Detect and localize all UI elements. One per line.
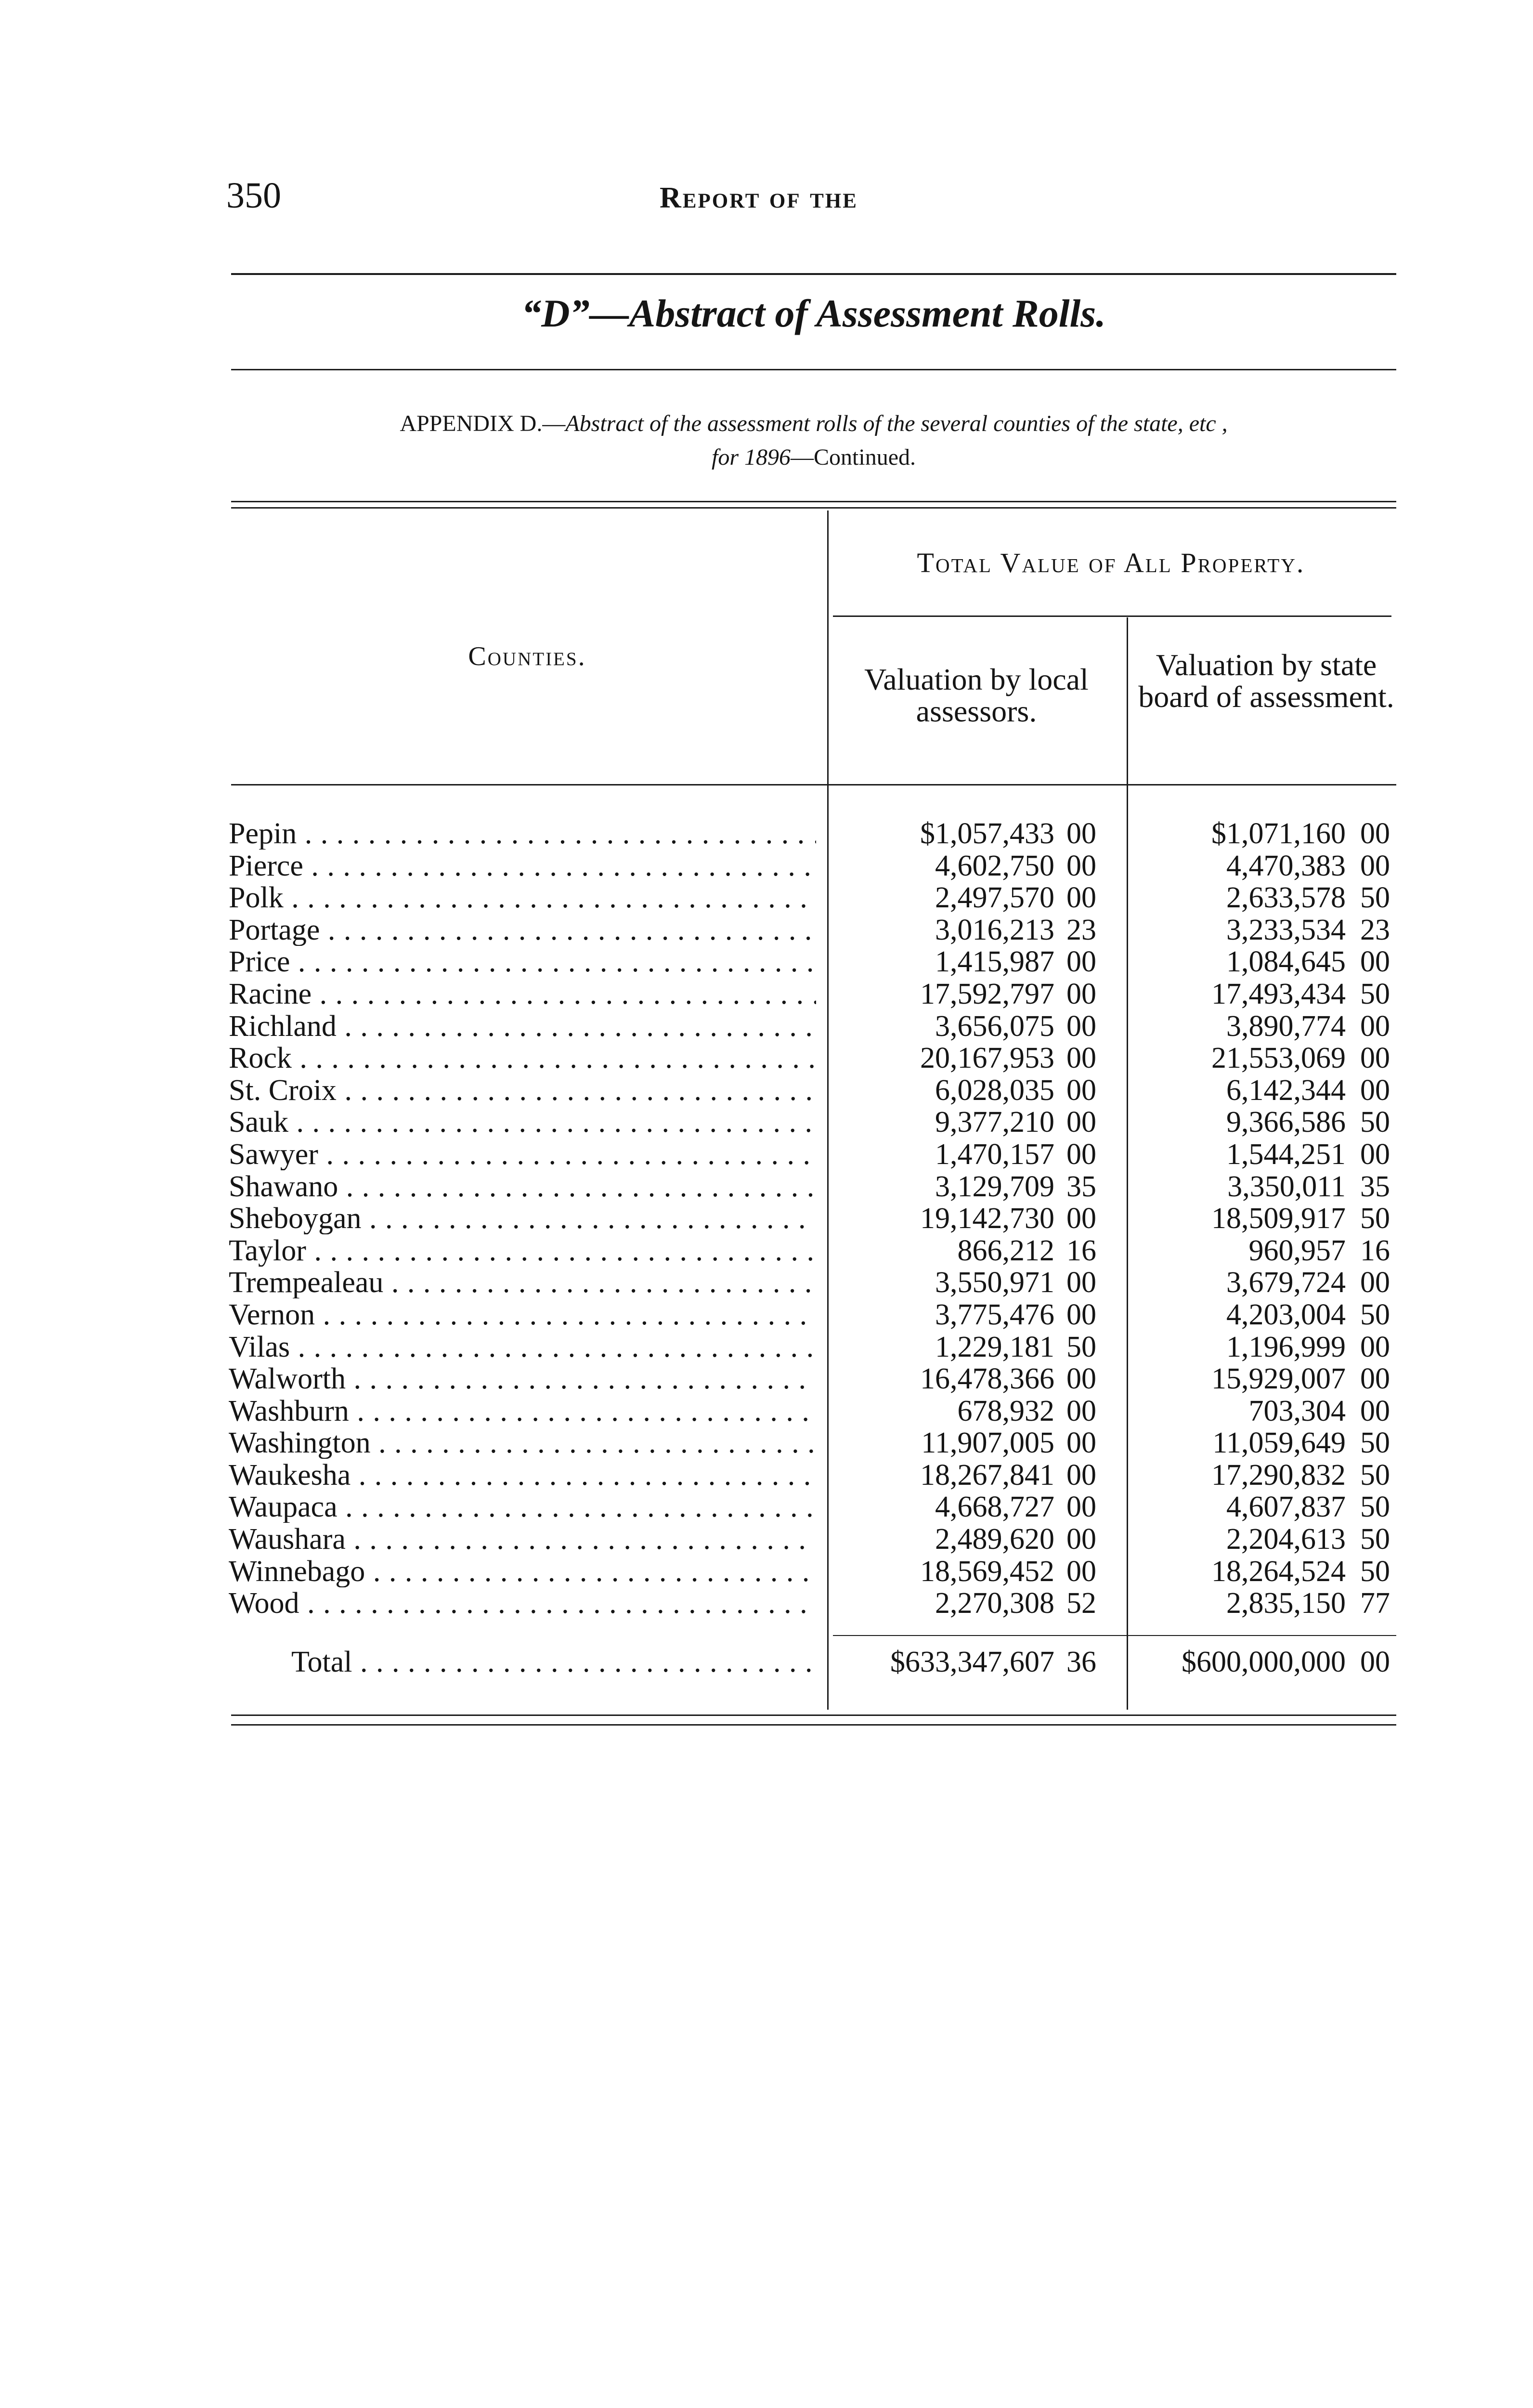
state-valuation-cents: 50 (1360, 1555, 1390, 1588)
state-valuation-cents: 00 (1360, 1266, 1390, 1299)
table-row (229, 1587, 1403, 1620)
county-name: Waushara . . . (229, 1523, 816, 1555)
local-valuation: 18,267,841 (920, 1458, 1054, 1492)
table-row (229, 1427, 1403, 1459)
header-rule (231, 784, 1396, 785)
local-valuation-cents: 00 (1066, 849, 1096, 882)
county-name: St. Croix . . . (229, 1074, 816, 1106)
total-state-cents: 00 (1360, 1646, 1390, 1678)
state-valuation-cents: 00 (1360, 849, 1390, 882)
state-valuation: 9,366,586 (1226, 1106, 1346, 1139)
table-row (229, 914, 1403, 946)
local-valuation: 17,592,797 (920, 977, 1054, 1010)
total-state-value: $600,000,000 (1182, 1646, 1346, 1678)
table-row (229, 1395, 1403, 1427)
local-valuation-cents: 00 (1066, 1202, 1096, 1235)
state-valuation-cents: 50 (1360, 1298, 1390, 1331)
county-name: Pepin . . . (229, 818, 816, 850)
state-valuation: 6,142,344 (1226, 1073, 1346, 1107)
header-total-value: Total Value of All Property. (917, 547, 1305, 578)
county-name: Portage . . . (229, 914, 816, 946)
state-valuation: 2,204,613 (1226, 1523, 1346, 1556)
state-valuation-cents: 77 (1360, 1587, 1390, 1620)
state-valuation-cents: 50 (1360, 1106, 1390, 1139)
state-valuation-cents: 23 (1360, 913, 1390, 946)
local-valuation-cents: 50 (1066, 1330, 1096, 1363)
state-valuation: 21,553,069 (1211, 1042, 1346, 1075)
county-name: Sawyer . . . (229, 1139, 816, 1170)
state-valuation-cents: 00 (1360, 817, 1390, 850)
state-valuation: 2,835,150 (1226, 1587, 1346, 1620)
table-row (229, 1042, 1403, 1074)
table-row (229, 946, 1403, 978)
local-valuation-cents: 00 (1066, 1555, 1096, 1588)
table-row (229, 1106, 1403, 1139)
county-name: Taylor . . . (229, 1235, 816, 1267)
county-name: Winnebago . . . (229, 1556, 816, 1587)
table-rule-top-1 (231, 501, 1396, 502)
local-valuation-cents: 00 (1066, 817, 1096, 850)
page-number: 350 (226, 175, 281, 216)
local-valuation-cents: 52 (1066, 1587, 1096, 1620)
local-valuation: 3,656,075 (935, 1009, 1054, 1043)
state-valuation: 17,290,832 (1211, 1458, 1346, 1492)
state-valuation-cents: 35 (1360, 1170, 1390, 1203)
state-valuation: 15,929,007 (1211, 1362, 1346, 1396)
local-valuation: 3,775,476 (935, 1298, 1054, 1331)
county-name: Price . . . (229, 946, 816, 978)
table-row (229, 1074, 1403, 1107)
local-valuation-cents: 00 (1066, 1426, 1096, 1460)
local-valuation: 1,229,181 (935, 1330, 1054, 1363)
state-valuation: 703,304 (1248, 1394, 1346, 1427)
local-valuation-cents: 00 (1066, 945, 1096, 979)
local-valuation: 1,415,987 (935, 945, 1054, 979)
local-valuation: 20,167,953 (920, 1042, 1054, 1075)
local-valuation: 4,602,750 (935, 849, 1054, 882)
table-rule-bottom-1 (231, 1714, 1396, 1716)
local-valuation-cents: 00 (1066, 1073, 1096, 1107)
total-local-value: $633,347,607 (890, 1646, 1054, 1678)
total-row (229, 1646, 1403, 1680)
local-valuation-cents: 16 (1066, 1234, 1096, 1267)
state-valuation-cents: 50 (1360, 1202, 1390, 1235)
local-valuation: 3,550,971 (935, 1266, 1054, 1299)
county-name: Trempealeau . . . (229, 1267, 816, 1298)
local-valuation: 4,668,727 (935, 1491, 1054, 1524)
table-row (229, 1459, 1403, 1492)
local-valuation-cents: 00 (1066, 1298, 1096, 1331)
county-name: Racine . . . (229, 978, 816, 1010)
local-valuation: 2,489,620 (935, 1523, 1054, 1556)
state-valuation-cents: 16 (1360, 1234, 1390, 1267)
state-valuation: 1,196,999 (1226, 1330, 1346, 1363)
document-title: “D”—Abstract of Assessment Rolls. (521, 291, 1106, 335)
state-valuation: 2,633,578 (1226, 881, 1346, 915)
state-valuation-cents: 50 (1360, 1426, 1390, 1460)
table-row (229, 1491, 1403, 1523)
header-state-board: Valuation by state board of assessment. (1138, 648, 1394, 714)
table-row (229, 1267, 1403, 1299)
local-valuation-cents: 00 (1066, 1009, 1096, 1043)
table-row (229, 1235, 1403, 1267)
rule-under-title (231, 369, 1396, 370)
table-row (229, 850, 1403, 882)
table-row (229, 1299, 1403, 1331)
county-name: Washington . . . (229, 1427, 816, 1459)
state-valuation-cents: 50 (1360, 1491, 1390, 1524)
state-valuation: 4,607,837 (1226, 1491, 1346, 1524)
county-name: Shawano . . . (229, 1171, 816, 1203)
total-local-cents: 36 (1066, 1646, 1096, 1678)
state-valuation-cents: 50 (1360, 881, 1390, 915)
county-name: Waupaca . . . (229, 1491, 816, 1523)
state-valuation: 3,233,534 (1226, 913, 1346, 946)
county-name: Rock . . . (229, 1042, 816, 1074)
table-rule-bottom-2 (231, 1724, 1396, 1726)
table-row (229, 1139, 1403, 1171)
local-valuation-cents: 00 (1066, 1042, 1096, 1075)
county-name: Polk . . . (229, 882, 816, 914)
state-valuation: 1,084,645 (1226, 945, 1346, 979)
state-valuation: 3,679,724 (1226, 1266, 1346, 1299)
state-valuation: 4,203,004 (1226, 1298, 1346, 1331)
local-valuation-cents: 00 (1066, 1523, 1096, 1556)
local-valuation: 866,212 (957, 1234, 1054, 1267)
local-valuation-cents: 00 (1066, 1106, 1096, 1139)
local-valuation: 16,478,366 (920, 1362, 1054, 1396)
header-group-rule (833, 615, 1391, 617)
county-name: Pierce . . . (229, 850, 816, 882)
state-valuation-cents: 00 (1360, 945, 1390, 979)
state-valuation-cents: 00 (1360, 1073, 1390, 1107)
appendix-caption-year: for 1896 (711, 445, 791, 470)
local-valuation: 3,129,709 (935, 1170, 1054, 1203)
state-valuation: 11,059,649 (1212, 1426, 1346, 1460)
state-valuation-cents: 00 (1360, 1362, 1390, 1396)
local-valuation-cents: 00 (1066, 881, 1096, 915)
county-name: Vernon . . . (229, 1299, 816, 1331)
table-row (229, 978, 1403, 1010)
local-valuation-cents: 00 (1066, 977, 1096, 1010)
county-name: Wood . . . (229, 1587, 816, 1619)
appendix-caption-text: Abstract of the assessment rolls of the several counties of the state, etc , (565, 411, 1228, 436)
state-valuation-cents: 00 (1360, 1042, 1390, 1075)
state-valuation-cents: 50 (1360, 977, 1390, 1010)
state-valuation-cents: 00 (1360, 1138, 1390, 1171)
appendix-suffix: —Continued. (791, 445, 916, 470)
rule-top (231, 273, 1396, 275)
local-valuation-cents: 00 (1066, 1266, 1096, 1299)
total-label: Total . . . (291, 1646, 816, 1678)
county-name: Sheboygan . . . (229, 1203, 816, 1234)
county-name: Waukesha . . . (229, 1459, 816, 1491)
local-valuation: 2,270,308 (935, 1587, 1054, 1620)
table-row (229, 1203, 1403, 1235)
county-name: Walworth . . . (229, 1363, 816, 1395)
local-valuation-cents: 00 (1066, 1458, 1096, 1492)
table-row (229, 1010, 1403, 1043)
header-local-assessors: Valuation by local assessors. (864, 662, 1089, 728)
state-valuation-cents: 00 (1360, 1330, 1390, 1363)
state-valuation: 3,890,774 (1226, 1009, 1346, 1043)
table-body (229, 818, 1403, 1620)
table-row (229, 1171, 1403, 1203)
state-valuation: 17,493,434 (1211, 977, 1346, 1010)
local-valuation-cents: 00 (1066, 1362, 1096, 1396)
local-valuation: 9,377,210 (935, 1106, 1054, 1139)
table-row (229, 882, 1403, 914)
local-valuation: 3,016,213 (935, 913, 1054, 946)
state-valuation: 1,544,251 (1226, 1138, 1346, 1171)
running-head: Report of the (660, 182, 858, 214)
local-valuation-cents: 35 (1066, 1170, 1096, 1203)
county-name: Richland . . . (229, 1010, 816, 1042)
state-valuation-cents: 50 (1360, 1523, 1390, 1556)
county-name: Sauk . . . (229, 1106, 816, 1138)
local-valuation: 18,569,452 (920, 1555, 1054, 1588)
local-valuation: 678,932 (957, 1394, 1054, 1427)
county-name: Washburn . . . (229, 1395, 816, 1427)
header-counties: Counties. (468, 641, 586, 671)
table-row (229, 1363, 1403, 1395)
state-valuation-cents: 00 (1360, 1009, 1390, 1043)
local-valuation-cents: 00 (1066, 1394, 1096, 1427)
state-valuation: 3,350,011 (1227, 1170, 1346, 1203)
local-valuation: $1,057,433 (920, 817, 1054, 850)
state-valuation: 960,957 (1248, 1234, 1346, 1267)
state-valuation: 4,470,383 (1226, 849, 1346, 882)
total-rule (833, 1635, 1396, 1636)
local-valuation: 2,497,570 (935, 881, 1054, 915)
local-valuation-cents: 23 (1066, 913, 1096, 946)
local-valuation: 19,142,730 (920, 1202, 1054, 1235)
state-valuation-cents: 50 (1360, 1458, 1390, 1492)
state-valuation-cents: 00 (1360, 1394, 1390, 1427)
local-valuation: 11,907,005 (921, 1426, 1054, 1460)
state-valuation: $1,071,160 (1211, 817, 1346, 850)
table-rule-top-2 (231, 507, 1396, 509)
appendix-label: APPENDIX D.— (400, 411, 566, 436)
state-valuation: 18,264,524 (1211, 1555, 1346, 1588)
appendix-caption (231, 407, 1396, 474)
state-valuation: 18,509,917 (1211, 1202, 1346, 1235)
local-valuation-cents: 00 (1066, 1138, 1096, 1171)
table-row (229, 1523, 1403, 1556)
table-row (229, 1556, 1403, 1588)
table-row (229, 1331, 1403, 1363)
table-row (229, 818, 1403, 850)
county-name: Vilas . . . (229, 1331, 816, 1363)
local-valuation: 1,470,157 (935, 1138, 1054, 1171)
local-valuation: 6,028,035 (935, 1073, 1054, 1107)
local-valuation-cents: 00 (1066, 1491, 1096, 1524)
